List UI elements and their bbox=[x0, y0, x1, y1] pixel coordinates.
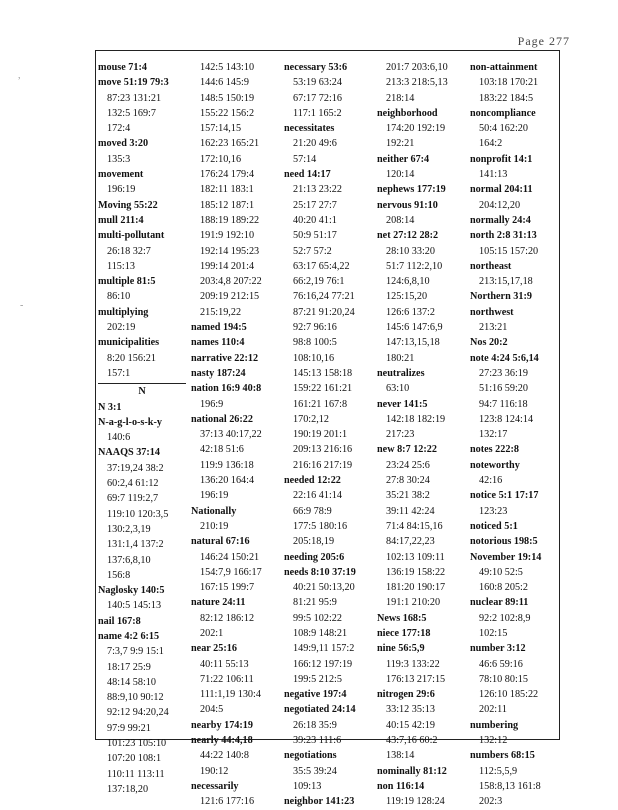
index-headword: north 2:8 31:13 bbox=[470, 230, 537, 242]
margin-mark: - bbox=[20, 300, 24, 311]
index-reference: 182:11 183:1 bbox=[200, 184, 254, 196]
index-reference: 159:22 161:21 bbox=[293, 383, 353, 395]
index-headword: News 168:5 bbox=[377, 612, 427, 624]
index-headword: negotiations bbox=[284, 750, 337, 762]
index-reference: 43:7,16 60:2 bbox=[386, 735, 438, 747]
index-headword: nervous 91:10 bbox=[377, 199, 438, 211]
index-reference: 132:12 bbox=[479, 735, 508, 747]
index-headword: near 25:16 bbox=[191, 643, 237, 655]
index-reference: 40:15 42:19 bbox=[386, 719, 435, 731]
index-headword: multiplying bbox=[98, 306, 149, 318]
index-reference: 180:21 bbox=[386, 352, 415, 364]
index-reference: 149:9,11 157:2 bbox=[293, 643, 355, 655]
index-reference: 84:17,22,23 bbox=[386, 536, 435, 548]
index-headword: numbering bbox=[470, 719, 519, 731]
index-reference: 164:2 bbox=[479, 138, 503, 150]
index-reference: 145:13 158:18 bbox=[293, 367, 353, 379]
index-reference: 162:23 165:21 bbox=[200, 138, 260, 150]
index-reference: 192:14 195:23 bbox=[200, 245, 260, 257]
index-headword: non 116:14 bbox=[377, 780, 425, 792]
index-headword: mouse 71:4 bbox=[98, 62, 147, 73]
index-reference: 103:18 170:21 bbox=[479, 77, 539, 89]
index-column-5 bbox=[470, 60, 558, 810]
index-headword: needed 12:22 bbox=[284, 475, 341, 487]
index-reference: 190:19 201:1 bbox=[293, 429, 348, 441]
index-reference: 154:7,9 166:17 bbox=[200, 566, 262, 578]
index-reference: 172:4 bbox=[107, 123, 131, 135]
index-reference: 49:10 52:5 bbox=[479, 566, 523, 578]
index-reference: 132:17 bbox=[479, 429, 508, 441]
index-reference: 105:15 157:20 bbox=[479, 245, 539, 257]
index-reference: 145:6 147:6,9 bbox=[386, 322, 443, 334]
index-headword: natural 67:16 bbox=[191, 536, 250, 548]
index-reference: 188:19 189:22 bbox=[200, 214, 260, 226]
index-headword: November 19:14 bbox=[470, 551, 542, 563]
index-reference: 99:5 102:22 bbox=[293, 612, 342, 624]
index-reference: 28:10 33:20 bbox=[386, 245, 435, 257]
index-reference: 213:3 218:5,13 bbox=[386, 77, 448, 89]
index-reference: 176:24 179:4 bbox=[200, 169, 255, 181]
index-reference: 92:12 94:20,24 bbox=[107, 707, 169, 719]
index-reference: 199:14 201:4 bbox=[200, 260, 255, 272]
index-headword: national 26:22 bbox=[191, 413, 253, 425]
index-reference: 101:23 105:10 bbox=[107, 738, 167, 750]
index-column-4 bbox=[377, 60, 465, 810]
index-reference: 156:8 bbox=[107, 569, 131, 581]
index-reference: 141:13 bbox=[479, 169, 508, 181]
index-reference: 157:1 bbox=[107, 367, 131, 379]
index-reference: 119:19 128:24 bbox=[386, 796, 445, 808]
index-reference: 42:18 51:6 bbox=[200, 444, 244, 456]
index-headword: N-a-g-l-o-s-k-y bbox=[98, 416, 162, 428]
index-reference: 51:7 112:2,10 bbox=[386, 260, 443, 272]
index-reference: 66:9 78:9 bbox=[293, 505, 332, 517]
index-reference: 119:3 133:22 bbox=[386, 658, 440, 670]
index-reference: 27:23 36:19 bbox=[479, 367, 528, 379]
index-reference: 92:7 96:16 bbox=[293, 322, 337, 334]
index-reference: 102:13 109:11 bbox=[386, 551, 445, 563]
index-headword: nearby 174:19 bbox=[191, 719, 253, 731]
index-headword: nature 24:11 bbox=[191, 597, 246, 609]
index-reference: 135:3 bbox=[107, 153, 131, 165]
index-reference: 161:21 167:8 bbox=[293, 398, 348, 410]
index-reference: 204:12,20 bbox=[479, 199, 521, 211]
index-reference: 199:5 212:5 bbox=[293, 673, 342, 685]
index-reference: 69:7 119:2,7 bbox=[107, 493, 159, 505]
index-reference: 40:21 50:13,20 bbox=[293, 582, 355, 594]
index-headword: Northern 31:9 bbox=[470, 291, 532, 303]
index-headword: nitrogen 29:6 bbox=[377, 689, 435, 701]
index-reference: 123:8 124:14 bbox=[479, 413, 534, 425]
index-reference: 137:18,20 bbox=[107, 783, 149, 795]
index-reference: 196:9 bbox=[200, 398, 224, 410]
index-reference: 48:14 58:10 bbox=[107, 676, 156, 688]
index-headword: necessarily bbox=[191, 780, 239, 792]
index-reference: 18:17 25:9 bbox=[107, 661, 151, 673]
index-reference: 71:22 106:11 bbox=[200, 673, 254, 685]
index-reference: 37:19,24 38:2 bbox=[107, 462, 164, 474]
index-reference: 155:22 156:2 bbox=[200, 107, 255, 119]
index-headword: new 8:7 12:22 bbox=[377, 444, 437, 456]
index-headword: note 4:24 5:6,14 bbox=[470, 352, 539, 364]
index-reference: 86:10 bbox=[107, 291, 131, 303]
index-reference: 111:1,19 130:4 bbox=[200, 689, 261, 701]
index-reference: 7:3,7 9:9 15:1 bbox=[107, 646, 164, 658]
index-headword: Nos 20:2 bbox=[470, 337, 508, 349]
index-headword: neutralizes bbox=[377, 367, 425, 379]
index-reference: 132:5 169:7 bbox=[107, 107, 156, 119]
index-headword: N 3:1 bbox=[98, 401, 122, 413]
index-reference: 138:14 bbox=[386, 750, 415, 762]
index-reference: 177:5 180:16 bbox=[293, 520, 348, 532]
index-headword: noticed 5:1 bbox=[470, 520, 518, 532]
index-reference: 136:20 164:4 bbox=[200, 475, 255, 487]
index-reference: 120:14 bbox=[386, 169, 415, 181]
index-headword: named 194:5 bbox=[191, 322, 247, 334]
index-reference: 108:9 148:21 bbox=[293, 627, 348, 639]
index-reference: 126:6 137:2 bbox=[386, 306, 435, 318]
index-reference: 23:24 25:6 bbox=[386, 459, 430, 471]
index-reference: 27:8 30:24 bbox=[386, 475, 430, 487]
index-reference: 109:13 bbox=[293, 780, 322, 792]
index-headword: notes 222:8 bbox=[470, 444, 519, 456]
index-headword: numbers 68:15 bbox=[470, 750, 535, 762]
index-headword: necessary 53:6 bbox=[284, 62, 348, 73]
index-reference: 167:15 199:7 bbox=[200, 582, 255, 594]
index-reference: 21:13 23:22 bbox=[293, 184, 342, 196]
index-headword: NAAQS 37:14 bbox=[98, 447, 160, 459]
index-reference: 26:18 32:7 bbox=[107, 245, 151, 257]
index-reference: 22:16 41:14 bbox=[293, 490, 342, 502]
index-reference: 136:19 158:22 bbox=[386, 566, 446, 578]
index-headword: moved 3:20 bbox=[98, 138, 149, 150]
index-reference: 213:21 bbox=[479, 322, 508, 334]
index-reference: 63:10 bbox=[386, 383, 410, 395]
index-reference: 185:12 187:1 bbox=[200, 199, 255, 211]
index-reference: 78:10 80:15 bbox=[479, 673, 528, 685]
index-headword: narrative 22:12 bbox=[191, 352, 259, 364]
index-headword: multiple 81:5 bbox=[98, 276, 156, 288]
index-reference: 98:8 100:5 bbox=[293, 337, 337, 349]
index-reference: 108:10,16 bbox=[293, 352, 335, 364]
index-reference: 140:5 145:13 bbox=[107, 600, 162, 612]
index-reference: 126:10 185:22 bbox=[479, 689, 539, 701]
index-headword: neither 67:4 bbox=[377, 153, 430, 165]
index-reference: 142:18 182:19 bbox=[386, 413, 446, 425]
index-reference: 196:19 bbox=[200, 490, 229, 502]
index-reference: 142:5 143:10 bbox=[200, 62, 255, 73]
index-column-1 bbox=[98, 60, 186, 797]
index-reference: 121:6 177:16 bbox=[200, 796, 255, 808]
index-reference: 81:21 95:9 bbox=[293, 597, 337, 609]
index-headword: neighbor 141:23 bbox=[284, 796, 355, 808]
index-headword: needing 205:6 bbox=[284, 551, 345, 563]
index-headword: necessitates bbox=[284, 123, 335, 135]
index-reference: 125:15,20 bbox=[386, 291, 428, 303]
page-number: Page 277 bbox=[517, 34, 570, 48]
index-reference: 213:15,17,18 bbox=[479, 276, 533, 288]
index-headword: Moving 55:22 bbox=[98, 199, 158, 211]
index-reference: 202:11 bbox=[479, 704, 507, 716]
index-reference: 209:19 212:15 bbox=[200, 291, 260, 303]
index-headword: name 4:2 6:15 bbox=[98, 630, 160, 642]
index-headword: northeast bbox=[470, 260, 512, 272]
index-reference: 76:16,24 77:21 bbox=[293, 291, 355, 303]
index-reference: 21:20 49:6 bbox=[293, 138, 337, 150]
index-column-2 bbox=[191, 60, 279, 810]
index-headword: never 141:5 bbox=[377, 398, 428, 410]
index-reference: 50:9 51:17 bbox=[293, 230, 337, 242]
index-reference: 112:5,5,9 bbox=[479, 765, 518, 777]
index-headword: nonprofit 14:1 bbox=[470, 153, 533, 165]
section-letter: N bbox=[98, 383, 186, 399]
index-reference: 191:9 192:10 bbox=[200, 230, 255, 242]
index-headword: noncompliance bbox=[470, 107, 536, 119]
index-headword: nasty 187:24 bbox=[191, 367, 246, 379]
index-headword: nephews 177:19 bbox=[377, 184, 446, 196]
margin-mark: , bbox=[18, 70, 21, 81]
index-headword: neighborhood bbox=[377, 107, 438, 119]
index-reference: 130:2,3,19 bbox=[107, 523, 151, 535]
index-reference: 67:17 72:16 bbox=[293, 92, 342, 104]
index-reference: 119:9 136:18 bbox=[200, 459, 254, 471]
index-headword: noteworthy bbox=[470, 459, 520, 471]
index-reference: 117:1 165:2 bbox=[293, 107, 342, 119]
index-headword: need 14:17 bbox=[284, 169, 331, 181]
index-reference: 46:6 59:16 bbox=[479, 658, 523, 670]
index-reference: 196:19 bbox=[107, 184, 136, 196]
index-reference: 102:15 bbox=[479, 627, 508, 639]
index-reference: 87:23 131:21 bbox=[107, 92, 162, 104]
index-reference: 107:20 108:1 bbox=[107, 753, 162, 765]
index-headword: nation 16:9 40:8 bbox=[191, 383, 262, 395]
index-reference: 40:11 55:13 bbox=[200, 658, 249, 670]
index-reference: 215:19,22 bbox=[200, 306, 242, 318]
index-reference: 51:16 59:20 bbox=[479, 383, 528, 395]
index-reference: 191:1 210:20 bbox=[386, 597, 441, 609]
index-headword: municipalities bbox=[98, 337, 160, 349]
index-reference: 8:20 156:21 bbox=[107, 352, 156, 364]
index-reference: 137:6,8,10 bbox=[107, 554, 151, 566]
index-reference: 166:12 197:19 bbox=[293, 658, 353, 670]
index-reference: 157:14,15 bbox=[200, 123, 242, 135]
index-headword: negotiated 24:14 bbox=[284, 704, 356, 716]
index-reference: 172:10,16 bbox=[200, 153, 242, 165]
index-headword: negative 197:4 bbox=[284, 689, 347, 701]
index-reference: 218:14 bbox=[386, 92, 415, 104]
index-reference: 148:5 150:19 bbox=[200, 92, 255, 104]
index-headword: non-attainment bbox=[470, 62, 538, 73]
index-headword: Nationally bbox=[191, 505, 237, 517]
index-reference: 39:23 111:6 bbox=[293, 735, 342, 747]
index-reference: 210:19 bbox=[200, 520, 229, 532]
index-reference: 92:2 102:8,9 bbox=[479, 612, 531, 624]
index-reference: 94:7 116:18 bbox=[479, 398, 528, 410]
index-headword: normal 204:11 bbox=[470, 184, 533, 196]
index-reference: 176:13 217:15 bbox=[386, 673, 446, 685]
index-headword: nuclear 89:11 bbox=[470, 597, 529, 609]
index-reference: 53:19 63:24 bbox=[293, 77, 342, 89]
index-reference: 40:20 41:1 bbox=[293, 214, 337, 226]
index-column-3 bbox=[284, 60, 372, 810]
index-headword: nominally 81:12 bbox=[377, 765, 447, 777]
index-reference: 88:9,10 90:12 bbox=[107, 692, 164, 704]
index-reference: 25:17 27:7 bbox=[293, 199, 337, 211]
index-reference: 50:4 162:20 bbox=[479, 123, 528, 135]
index-reference: 158:8,13 161:8 bbox=[479, 780, 541, 792]
index-reference: 71:4 84:15,16 bbox=[386, 520, 443, 532]
index-reference: 131:1,4 137:2 bbox=[107, 539, 164, 551]
index-reference: 110:11 113:11 bbox=[107, 768, 165, 780]
index-reference: 26:18 35:9 bbox=[293, 719, 337, 731]
index-headword: Naglosky 140:5 bbox=[98, 585, 165, 597]
index-headword: notorious 198:5 bbox=[470, 536, 538, 548]
index-reference: 216:16 217:19 bbox=[293, 459, 353, 471]
index-headword: number 3:12 bbox=[470, 643, 526, 655]
index-reference: 170:2,12 bbox=[293, 413, 329, 425]
index-headword: needs 8:10 37:19 bbox=[284, 566, 356, 578]
index-reference: 119:10 120:3,5 bbox=[107, 508, 169, 520]
index-headword: northwest bbox=[470, 306, 514, 318]
index-headword: move 51:19 79:3 bbox=[98, 77, 169, 89]
index-headword: net 27:12 28:2 bbox=[377, 230, 439, 242]
index-reference: 39:11 42:24 bbox=[386, 505, 435, 517]
index-headword: mull 211:4 bbox=[98, 214, 144, 226]
index-reference: 174:20 192:19 bbox=[386, 123, 446, 135]
index-reference: 123:23 bbox=[479, 505, 508, 517]
index-headword: niece 177:18 bbox=[377, 627, 431, 639]
index-reference: 201:7 203:6,10 bbox=[386, 62, 448, 73]
index-reference: 217:23 bbox=[386, 429, 415, 441]
index-reference: 192:21 bbox=[386, 138, 415, 150]
index-reference: 160:8 205:2 bbox=[479, 582, 528, 594]
index-reference: 204:5 bbox=[200, 704, 224, 716]
index-headword: multi-pollutant bbox=[98, 230, 165, 242]
index-reference: 208:14 bbox=[386, 214, 415, 226]
index-reference: 87:21 91:20,24 bbox=[293, 306, 355, 318]
index-reference: 115:13 bbox=[107, 260, 135, 272]
index-reference: 181:20 190:17 bbox=[386, 582, 446, 594]
index-reference: 209:13 216:16 bbox=[293, 444, 353, 456]
index-headword: normally 24:4 bbox=[470, 214, 531, 226]
index-reference: 205:18,19 bbox=[293, 536, 335, 548]
index-reference: 35:21 38:2 bbox=[386, 490, 430, 502]
index-reference: 97:9 99:21 bbox=[107, 722, 151, 734]
index-reference: 63:17 65:4,22 bbox=[293, 260, 350, 272]
index-reference: 57:14 bbox=[293, 153, 317, 165]
index-reference: 202:19 bbox=[107, 322, 136, 334]
index-reference: 42:16 bbox=[479, 475, 503, 487]
index-reference: 202:1 bbox=[200, 627, 224, 639]
index-headword: names 110:4 bbox=[191, 337, 245, 349]
index-reference: 147:13,15,18 bbox=[386, 337, 440, 349]
index-reference: 202:3 bbox=[479, 796, 503, 808]
index-headword: notice 5:1 17:17 bbox=[470, 490, 539, 502]
index-reference: 124:6,8,10 bbox=[386, 276, 430, 288]
index-reference: 52:7 57:2 bbox=[293, 245, 332, 257]
index-headword: movement bbox=[98, 169, 144, 181]
index-reference: 140:6 bbox=[107, 432, 131, 444]
index-reference: 60:2,4 61:12 bbox=[107, 478, 159, 490]
index-headword: nail 167:8 bbox=[98, 615, 141, 627]
index-reference: 82:12 186:12 bbox=[200, 612, 255, 624]
index-reference: 33:12 35:13 bbox=[386, 704, 435, 716]
index-reference: 37:13 40:17,22 bbox=[200, 429, 262, 441]
index-reference: 190:12 bbox=[200, 765, 229, 777]
index-reference: 203:4,8 207:22 bbox=[200, 276, 262, 288]
index-reference: 44:22 140:8 bbox=[200, 750, 249, 762]
index-headword: nearly 44:4,18 bbox=[191, 735, 253, 747]
index-reference: 183:22 184:5 bbox=[479, 92, 534, 104]
index-headword: nine 56:5,9 bbox=[377, 643, 425, 655]
index-reference: 146:24 150:21 bbox=[200, 551, 260, 563]
index-reference: 144:6 145:9 bbox=[200, 77, 249, 89]
index-reference: 66:2,19 76:1 bbox=[293, 276, 345, 288]
index-reference: 35:5 39:24 bbox=[293, 765, 337, 777]
